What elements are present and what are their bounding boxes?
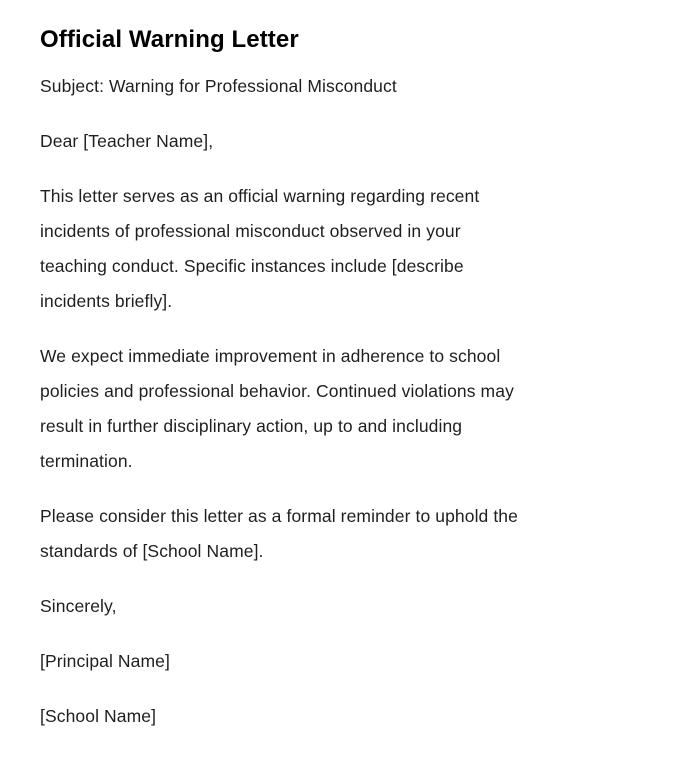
page-title: Official Warning Letter	[40, 26, 299, 53]
signature-school-name: [School Name]	[40, 706, 157, 726]
subject-line: Subject: Warning for Professional Misconduct	[40, 76, 397, 96]
salutation: Dear [Teacher Name],	[40, 131, 214, 151]
paragraph-line: Please consider this letter as a formal reminder to uphold the	[40, 506, 518, 526]
paragraph-line: termination.	[40, 451, 133, 471]
paragraph-line: result in further disciplinary action, up to and including	[40, 416, 463, 436]
paragraph-line: teaching conduct. Specific instances include [describe	[40, 256, 464, 276]
paragraph-line: incidents briefly].	[40, 291, 173, 311]
paragraph-line: incidents of professional misconduct observed in your	[40, 221, 461, 241]
body-paragraph-1	[40, 179, 662, 319]
paragraph-line: policies and professional behavior. Continued violations may	[40, 381, 514, 401]
paragraph-line: This letter serves as an official warning regarding recent	[40, 186, 480, 206]
paragraph-line: standards of [School Name].	[40, 541, 264, 561]
body-paragraph-3	[40, 499, 662, 569]
body-paragraph-2	[40, 339, 662, 479]
signature-principal-name: [Principal Name]	[40, 651, 170, 671]
closing: Sincerely,	[40, 596, 117, 616]
paragraph-line: We expect immediate improvement in adherence to school	[40, 346, 501, 366]
